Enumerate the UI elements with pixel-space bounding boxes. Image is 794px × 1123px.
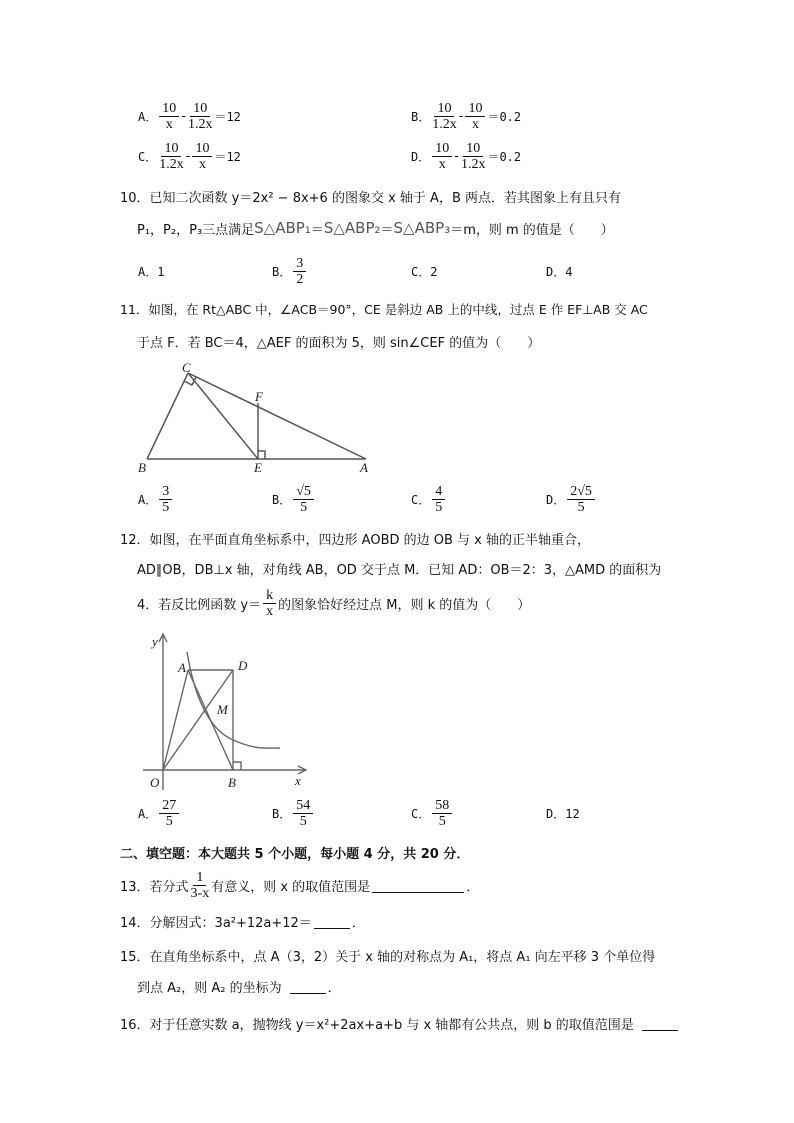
option-label: A． bbox=[138, 492, 158, 507]
label-o: O bbox=[150, 775, 160, 790]
q12-option-b[interactable] bbox=[272, 796, 315, 830]
answer-blank[interactable] bbox=[290, 979, 326, 994]
q15-text: 15．在直角坐标系中，点 A（3，2）关于 x 轴的对称点为 A₁，将点 A₁ 向左平移 3 个单位得 bbox=[120, 949, 656, 965]
rhs: ＝0.2 bbox=[487, 109, 522, 124]
label-f: F bbox=[255, 389, 263, 404]
fraction bbox=[159, 798, 179, 829]
fraction bbox=[465, 101, 485, 132]
fraction bbox=[159, 101, 179, 132]
denominator: 1.2x bbox=[187, 116, 213, 132]
area-expr: S△ABP₃ bbox=[393, 219, 451, 237]
text: 13．若分式 bbox=[120, 879, 189, 895]
q10-option-b[interactable] bbox=[272, 254, 308, 288]
numerator: 3 bbox=[293, 256, 306, 272]
denominator: 2 bbox=[296, 271, 304, 287]
text: 的图象恰好经过点 M，则 k 的值为（ ） bbox=[278, 597, 531, 613]
fraction bbox=[293, 798, 313, 829]
numerator: 10 bbox=[434, 101, 454, 117]
fraction bbox=[293, 256, 306, 287]
text: ＝m，则 m 的值是（ ） bbox=[450, 222, 614, 238]
label-y: y bbox=[152, 634, 158, 649]
text: P₁，P₂，P₃三点满足 bbox=[137, 222, 255, 238]
q11-option-c[interactable] bbox=[411, 482, 447, 516]
q14-text bbox=[120, 904, 365, 938]
text: 有意义，则 x 的取值范围是 bbox=[211, 879, 371, 895]
q12-option-a[interactable] bbox=[138, 796, 181, 830]
numerator: 10 bbox=[161, 141, 181, 157]
denominator: 1.2x bbox=[159, 156, 184, 172]
answer-blank[interactable] bbox=[642, 1016, 678, 1031]
denominator: 1.2x bbox=[432, 116, 457, 132]
denominator: x bbox=[438, 156, 446, 172]
fraction bbox=[432, 141, 452, 172]
option-label: D． bbox=[546, 492, 566, 507]
numerator: 27 bbox=[159, 798, 179, 814]
equals: ＝ bbox=[380, 222, 394, 238]
fraction bbox=[567, 484, 595, 515]
q11-option-d[interactable] bbox=[546, 482, 597, 516]
denominator: x bbox=[165, 116, 173, 132]
text: ． bbox=[327, 980, 341, 996]
numerator: 10 bbox=[465, 101, 485, 117]
option-label: B． bbox=[272, 264, 292, 279]
numerator: 54 bbox=[293, 798, 313, 814]
label-d: D bbox=[238, 658, 248, 673]
minus: - bbox=[185, 148, 191, 164]
text: 14．分解因式：3a²+12a+12＝ bbox=[120, 915, 312, 931]
numerator: 2√5 bbox=[567, 484, 595, 500]
text: 16．对于任意实数 a，抛物线 y＝x²+2ax+a+b 与 x 轴都有公共点，则 b 的取值范围是 bbox=[120, 1017, 634, 1033]
segment-od bbox=[163, 670, 233, 770]
denominator: 5 bbox=[162, 499, 170, 515]
denominator: 5 bbox=[435, 499, 443, 515]
text: ． bbox=[466, 879, 480, 895]
fraction bbox=[432, 484, 445, 515]
q11-text-line2: 于点 F．若 BC＝4，△AEF 的面积为 5，则 sin∠CEF 的值为（ ） bbox=[137, 335, 541, 351]
denominator: x bbox=[266, 603, 274, 619]
numerator: 4 bbox=[432, 484, 445, 500]
option-label: C． bbox=[411, 806, 431, 821]
numerator: k bbox=[263, 588, 276, 604]
area-expr: S△ABP₂ bbox=[323, 219, 381, 237]
numerator: 10 bbox=[463, 141, 483, 157]
q10-option-a[interactable]: A．1 bbox=[138, 264, 165, 279]
label-x: x bbox=[295, 773, 301, 788]
label-e: E bbox=[254, 460, 262, 475]
q10-text-line2 bbox=[137, 211, 614, 245]
numerator: 10 bbox=[159, 101, 179, 117]
option-label: D． bbox=[411, 149, 431, 164]
option-label: C． bbox=[138, 149, 158, 164]
denominator: x bbox=[471, 116, 479, 132]
fraction bbox=[293, 484, 314, 515]
denominator: 5 bbox=[299, 813, 307, 829]
fraction bbox=[188, 101, 213, 132]
fraction bbox=[461, 141, 486, 172]
rhs: ＝0.2 bbox=[487, 149, 522, 164]
label-m: M bbox=[217, 702, 228, 717]
fraction bbox=[159, 484, 172, 515]
numerator: 10 bbox=[432, 141, 452, 157]
q12-text-line2: AD∥OB，DB⊥x 轴，对角线 AB，OD 交于点 M．已知 AD：OB＝2：3，△AMD 的面积为 bbox=[137, 562, 662, 578]
denominator: 5 bbox=[165, 813, 173, 829]
minus: - bbox=[458, 108, 464, 124]
denominator: 1.2x bbox=[460, 156, 486, 172]
numerator: 3 bbox=[159, 484, 172, 500]
q15-text-line2 bbox=[137, 969, 341, 1003]
triangle-figure bbox=[130, 360, 390, 480]
option-label: B． bbox=[272, 806, 292, 821]
fraction bbox=[192, 141, 212, 172]
rhs: ＝12 bbox=[214, 109, 241, 124]
text: ． bbox=[351, 915, 365, 931]
q9-option-b[interactable] bbox=[411, 99, 521, 133]
answer-blank[interactable] bbox=[372, 878, 464, 893]
label-b: B bbox=[228, 775, 236, 790]
q10-option-d[interactable]: D．4 bbox=[546, 264, 573, 279]
numerator: 10 bbox=[192, 141, 212, 157]
segment-bc bbox=[147, 373, 188, 459]
text: 到点 A₂，则 A₂ 的坐标为 bbox=[137, 980, 282, 996]
fraction bbox=[191, 870, 210, 901]
section-heading: 二、填空题：本大题共 5 个小题，每小题 4 分，共 20 分． bbox=[120, 846, 470, 862]
denominator: 3-x bbox=[190, 885, 210, 901]
q12-option-c[interactable] bbox=[411, 796, 454, 830]
coordinate-figure bbox=[135, 630, 315, 795]
q12-option-d[interactable]: D．12 bbox=[546, 806, 580, 821]
denominator: 5 bbox=[300, 499, 308, 515]
fraction bbox=[263, 588, 276, 619]
fraction bbox=[432, 101, 457, 132]
text: 4．若反比例函数 y＝ bbox=[137, 597, 262, 613]
q16-text bbox=[120, 1006, 680, 1040]
label-c: C bbox=[182, 360, 191, 375]
minus: - bbox=[454, 148, 459, 164]
numerator: 10 bbox=[190, 101, 210, 117]
rhs: ＝12 bbox=[214, 149, 241, 164]
q10-option-c[interactable]: C．2 bbox=[411, 264, 438, 279]
option-label: C． bbox=[411, 492, 431, 507]
label-b: B bbox=[138, 460, 146, 475]
q9-option-d[interactable] bbox=[411, 139, 521, 173]
option-label: A． bbox=[138, 806, 158, 821]
q9-option-a[interactable] bbox=[138, 99, 241, 133]
equals: ＝ bbox=[310, 222, 324, 238]
option-label: A． bbox=[138, 109, 158, 124]
segment-oa bbox=[163, 670, 188, 770]
segment-ca bbox=[188, 373, 366, 459]
denominator: 5 bbox=[577, 499, 585, 515]
q11-option-b[interactable] bbox=[272, 482, 316, 516]
label-a: A bbox=[360, 460, 368, 475]
fraction bbox=[432, 798, 452, 829]
q11-text: 11．如图，在 Rt△ABC 中，∠ACB＝90°，CE 是斜边 AB 上的中线，过点 E 作 EF⊥AB 交 AC bbox=[120, 302, 648, 317]
fraction bbox=[159, 141, 184, 172]
numerator: 58 bbox=[432, 798, 452, 814]
area-expr: S△ABP₁ bbox=[254, 219, 311, 237]
numerator: 1 bbox=[193, 870, 206, 886]
right-angle-mark bbox=[233, 762, 241, 770]
segment-ce bbox=[188, 373, 258, 459]
q12-text: 12．如图，在平面直角坐标系中，四边形 AOBD 的边 OB 与 x 轴的正半轴重合， bbox=[120, 532, 591, 548]
option-label: B． bbox=[411, 109, 431, 124]
denominator: 5 bbox=[438, 813, 446, 829]
minus: - bbox=[181, 108, 186, 124]
denominator: x bbox=[198, 156, 206, 172]
q12-text-line3 bbox=[137, 586, 530, 620]
q9-option-c[interactable] bbox=[138, 139, 241, 173]
option-label: B． bbox=[272, 492, 292, 507]
answer-blank[interactable] bbox=[314, 914, 350, 929]
right-angle-mark-e bbox=[258, 451, 265, 459]
q13-text bbox=[120, 868, 479, 902]
label-a: A bbox=[178, 660, 186, 675]
q11-option-a[interactable] bbox=[138, 482, 174, 516]
numerator: √5 bbox=[293, 484, 314, 500]
q10-text: 10．已知二次函数 y＝2x² − 8x+6 的图象交 x 轴于 A，B 两点．若其图象上有且只有 bbox=[120, 190, 621, 206]
